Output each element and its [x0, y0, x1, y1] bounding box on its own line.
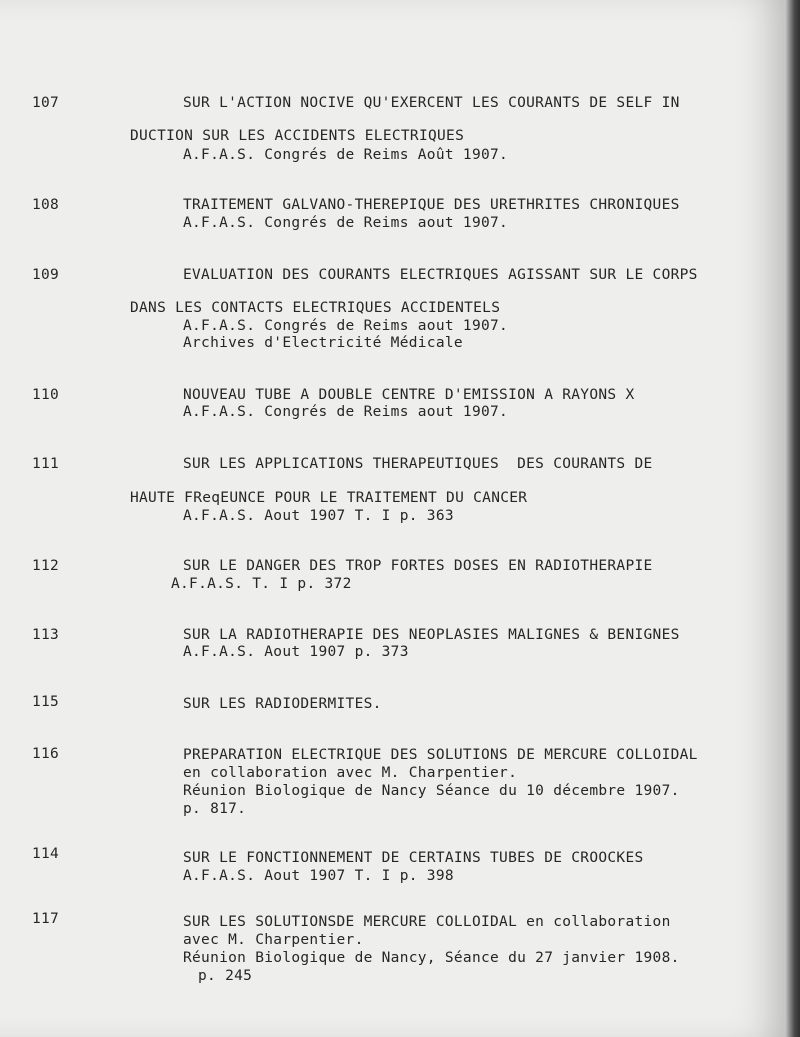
entry-reference: A.F.A.S. Congrés de Reims Août 1907. — [183, 147, 509, 163]
entry-title-line: HAUTE FReqEUNCE POUR LE TRAITEMENT DU CANCER — [130, 490, 528, 506]
entry-title-line: SUR LES APPLICATIONS THERAPEUTIQUES DES COURANTS DE — [183, 456, 653, 472]
entry-reference: A.F.A.S. Aout 1907 p. 373 — [183, 644, 409, 660]
entry-number: 115 — [32, 694, 60, 710]
entry-reference: A.F.A.S. Congrés de Reims aout 1907. — [183, 404, 509, 420]
entry-reference: Archives d'Electricité Médicale — [183, 335, 463, 351]
entry-reference: A.F.A.S. Aout 1907 T. I p. 363 — [183, 508, 454, 524]
page-edge-shadow — [786, 0, 800, 1037]
entry-reference: Réunion Biologique de Nancy Séance du 10 décembre 1907. — [183, 783, 680, 799]
entry-number: 109 — [32, 267, 60, 283]
entry-title-line: SUR L'ACTION NOCIVE QU'EXERCENT LES COURANTS DE SELF IN — [183, 95, 680, 111]
entry-title-line: EVALUATION DES COURANTS ELECTRIQUES AGISSANT SUR LE CORPS — [183, 267, 698, 283]
entry-title-line: SUR LES SOLUTIONSDE MERCURE COLLOIDAL en collaboration — [183, 914, 671, 930]
entry-number: 117 — [32, 911, 60, 927]
entry-reference: p. 245 — [198, 968, 253, 984]
entry-reference: A.F.A.S. Congrés de Reims aout 1907. — [183, 318, 509, 334]
entry-reference: A.F.A.S. Congrés de Reims aout 1907. — [183, 215, 509, 231]
entry-title-line: DUCTION SUR LES ACCIDENTS ELECTRIQUES — [130, 128, 465, 144]
entry-number: 110 — [32, 387, 60, 403]
entry-reference: avec M. Charpentier. — [183, 932, 364, 948]
entry-title-line: SUR LES RADIODERMITES. — [183, 696, 382, 712]
entry-title-line: SUR LE DANGER DES TROP FORTES DOSES EN RADIOTHERAPIE — [183, 558, 653, 574]
entry-number: 114 — [32, 846, 60, 862]
entry-reference: Réunion Biologique de Nancy, Séance du 27 janvier 1908. — [183, 950, 680, 966]
entry-number: 116 — [32, 746, 60, 762]
entry-title-line: NOUVEAU TUBE A DOUBLE CENTRE D'EMISSION A RAYONS X — [183, 387, 635, 403]
entry-title-line: SUR LA RADIOTHERAPIE DES NEOPLASIES MALIGNES & BENIGNES — [183, 627, 680, 643]
entry-title-line: SUR LE FONCTIONNEMENT DE CERTAINS TUBES DE CROOCKES — [183, 850, 644, 866]
entry-reference: A.F.A.S. T. I p. 372 — [171, 576, 352, 592]
entry-number: 111 — [32, 456, 60, 472]
entry-reference: p. 817. — [183, 801, 247, 817]
entry-title-line: TRAITEMENT GALVANO-THEREPIQUE DES URETHRITES CHRONIQUES — [183, 197, 680, 213]
entry-title-line: DANS LES CONTACTS ELECTRIQUES ACCIDENTELS — [130, 300, 501, 316]
entry-number: 113 — [32, 627, 60, 643]
entry-reference: A.F.A.S. Aout 1907 T. I p. 398 — [183, 868, 454, 884]
entry-number: 112 — [32, 558, 60, 574]
entry-number: 108 — [32, 197, 60, 213]
entry-number: 107 — [32, 95, 60, 111]
entry-title-line: PREPARATION ELECTRIQUE DES SOLUTIONS DE MERCURE COLLOIDAL — [183, 747, 698, 763]
entry-reference: en collaboration avec M. Charpentier. — [183, 765, 518, 781]
